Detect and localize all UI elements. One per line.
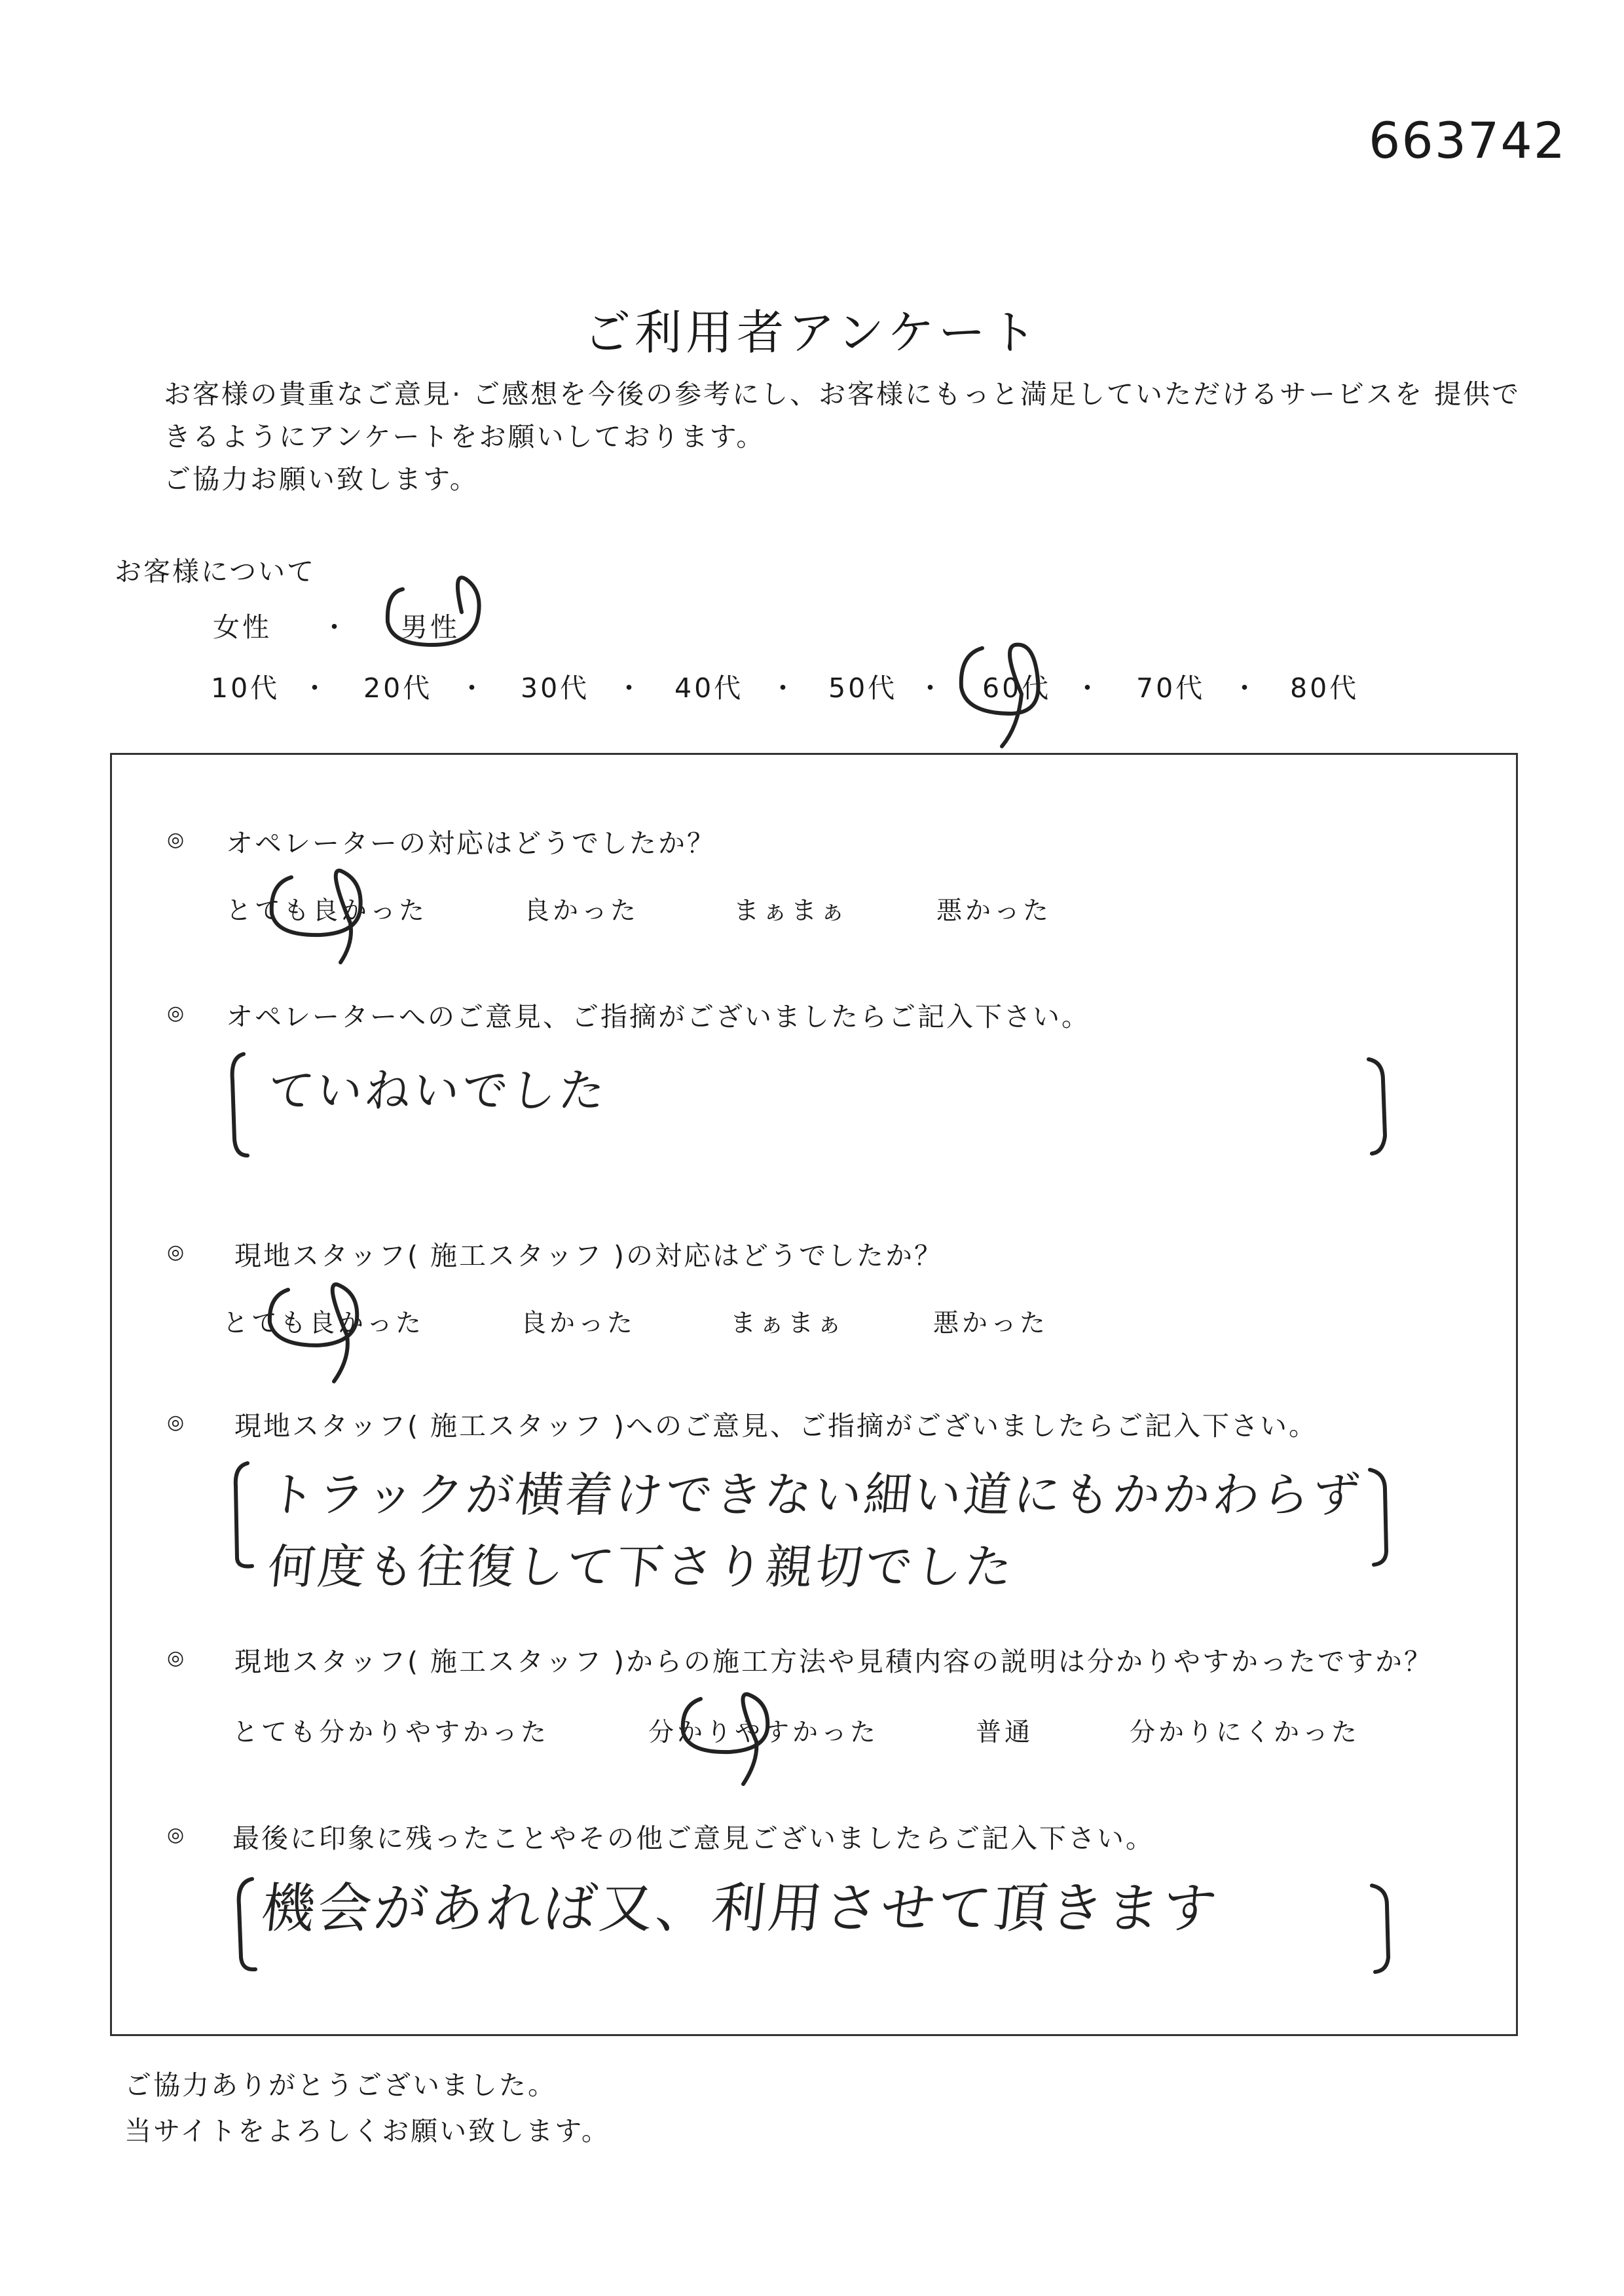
- question-mark: ◎: [167, 1002, 185, 1025]
- q5-option-clear[interactable]: 分かりやすかった: [648, 1718, 879, 1747]
- q3-option-very-good[interactable]: とても良かった: [223, 1309, 425, 1338]
- question-mark: ◎: [167, 1647, 185, 1669]
- separator: ・: [458, 672, 488, 704]
- age-option-30s[interactable]: 30代: [521, 672, 590, 704]
- separator: ・: [616, 672, 645, 704]
- q3-option-bad[interactable]: 悪かった: [933, 1309, 1049, 1338]
- q1-option-average[interactable]: まぁまぁ: [733, 896, 849, 926]
- gender-option-female[interactable]: 女性: [213, 611, 272, 643]
- q1-option-bad[interactable]: 悪かった: [936, 896, 1052, 926]
- intro-line-2: きるようにアンケートをお願いしております。: [164, 421, 766, 452]
- q1-option-good[interactable]: 良かった: [524, 896, 640, 926]
- separator: ・: [1231, 672, 1261, 704]
- question-2-text: オペレーターへのご意見、ご指摘がございましたらご記入下さい。: [226, 1001, 1090, 1032]
- page-title: ご利用者アンケート: [583, 305, 1041, 360]
- age-option-40s[interactable]: 40代: [674, 672, 744, 704]
- intro-text: [164, 373, 1539, 501]
- q5-option-normal[interactable]: 普通: [976, 1718, 1034, 1747]
- separator: ・: [917, 672, 946, 704]
- footer-line-1: ご協力ありがとうございました。: [124, 2069, 557, 2101]
- q5-option-unclear[interactable]: 分かりにくかった: [1130, 1718, 1361, 1747]
- q6-handwritten-answer[interactable]: 機会があれば又、利用させて頂きます: [258, 1878, 1223, 1940]
- customer-section-label: お客様について: [115, 556, 316, 587]
- age-option-80s[interactable]: 80代: [1290, 672, 1359, 704]
- question-6-text: 最後に印象に残ったことやその他ご意見ございましたらご記入下さい。: [232, 1823, 1154, 1854]
- age-option-50s[interactable]: 50代: [828, 672, 898, 704]
- separator: ・: [301, 672, 331, 704]
- question-1-text: オペレーターの対応はどうでしたか？: [226, 828, 716, 859]
- document-id: 663742: [1369, 111, 1567, 170]
- separator: ・: [1074, 672, 1103, 704]
- gender-row: [0, 606, 1624, 645]
- age-option-60s[interactable]: 60代: [982, 672, 1052, 704]
- q4-handwritten-answer-line-1[interactable]: トラックが横着けできない細い道にもかかわらず: [265, 1467, 1365, 1522]
- question-mark: ◎: [167, 828, 185, 851]
- q1-option-very-good[interactable]: とても良かった: [226, 896, 428, 926]
- question-mark: ◎: [167, 1241, 185, 1264]
- q3-option-average[interactable]: まぁまぁ: [730, 1309, 846, 1338]
- separator: ・: [321, 611, 350, 643]
- q5-option-very-clear[interactable]: とても分かりやすかった: [232, 1718, 550, 1747]
- intro-line-3: ご協力お願い致します。: [164, 464, 479, 495]
- q3-option-good[interactable]: 良かった: [521, 1309, 637, 1338]
- age-option-10s[interactable]: 10代: [211, 672, 280, 704]
- intro-line-1: お客様の貴重なご意見· ご感想を今後の参考にし、お客様にもっと満足していただけるサービスを 提供で: [164, 378, 1521, 410]
- separator: ・: [769, 672, 799, 704]
- q2-handwritten-answer[interactable]: ていねいでした: [265, 1064, 610, 1118]
- question-4-text: 現地スタッフ( 施工スタッフ )へのご意見、ご指摘がございましたらご記入下さい。: [234, 1410, 1318, 1442]
- footer-line-2: 当サイトをよろしくお願い致します。: [124, 2115, 610, 2147]
- question-5-text: 現地スタッフ( 施工スタッフ )からの施工方法や見積内容の説明は分かりやすかったですか？: [234, 1646, 1433, 1677]
- age-option-20s[interactable]: 20代: [363, 672, 433, 704]
- gender-option-male[interactable]: 男性: [401, 611, 460, 643]
- q4-handwritten-answer-line-2[interactable]: 何度も往復して下さり親切でした: [265, 1539, 1018, 1594]
- age-option-70s[interactable]: 70代: [1136, 672, 1206, 704]
- footer: [124, 2062, 610, 2154]
- question-3-text: 現地スタッフ( 施工スタッフ )の対応はどうでしたか？: [234, 1240, 944, 1271]
- question-mark: ◎: [167, 1823, 185, 1846]
- age-row: [0, 666, 1624, 706]
- question-mark: ◎: [167, 1411, 185, 1434]
